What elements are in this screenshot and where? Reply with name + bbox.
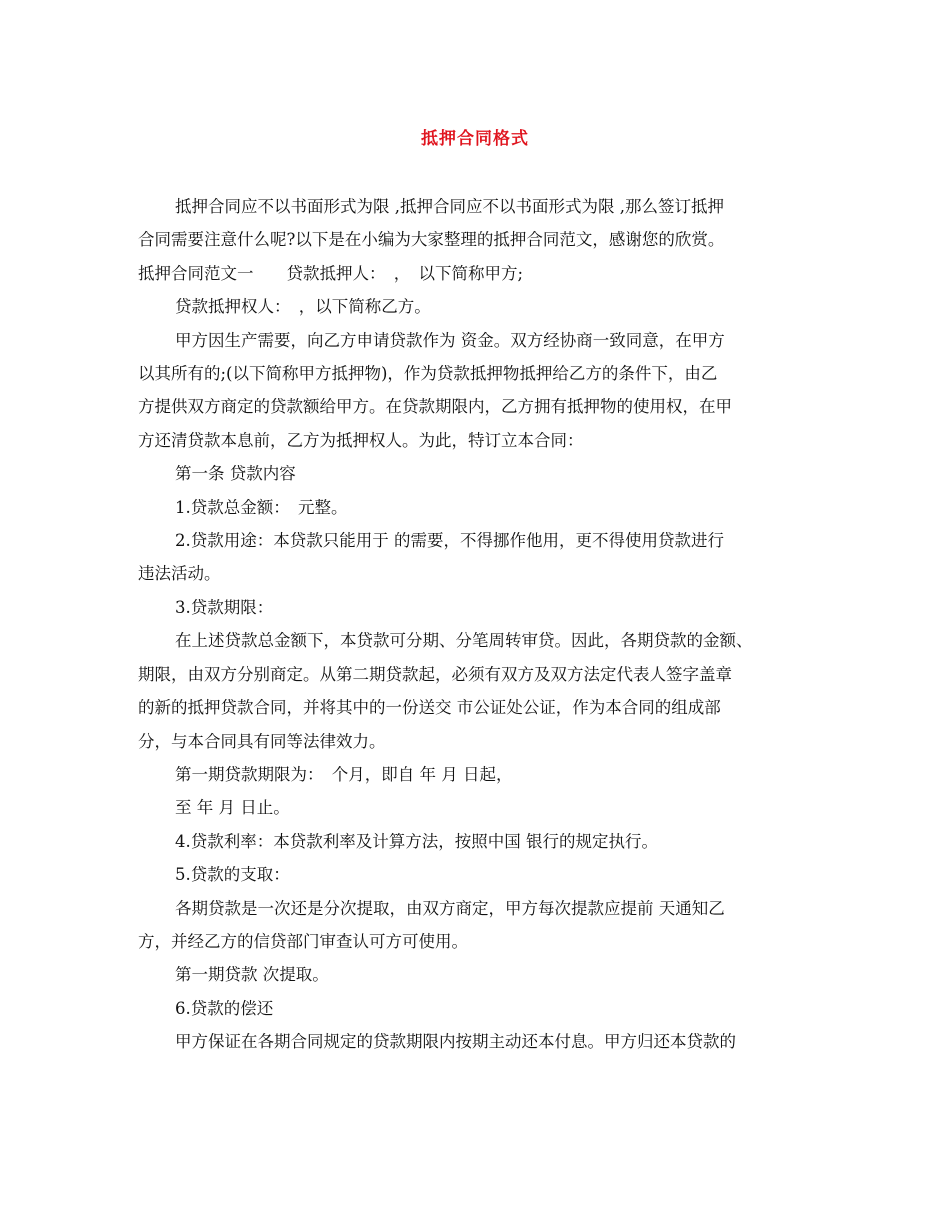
paragraph <box>138 758 818 791</box>
paragraph-line: 期限，由双方分别商定。从第二期贷款起，必须有双方及双方法定代表人签字盖章 <box>138 664 732 684</box>
paragraph-line: 2.贷款用途：本贷款只能用于 的需要，不得挪作他用，更不得使用贷款进行 <box>175 531 724 551</box>
paragraph-line: 方还清贷款本息前，乙方为抵押权人。为此，特订立本合同： <box>138 430 584 450</box>
paragraph <box>138 892 818 959</box>
paragraph-line: 第一期贷款期限为： 个月，即自 年 月 日起， <box>175 764 513 784</box>
paragraph <box>138 958 818 991</box>
paragraph-line: 5.贷款的支取： <box>175 865 290 885</box>
paragraph <box>138 624 818 758</box>
paragraph-line: 抵押合同应不以书面形式为限 ,抵押合同应不以书面形式为限 ,那么签订抵押 <box>175 197 724 216</box>
paragraph-line: 甲方保证在各期合同规定的贷款期限内按期主动还本付息。甲方归还本贷款的 <box>175 1032 736 1052</box>
document-title: 抵押合同格式 <box>421 129 529 149</box>
paragraph <box>138 491 818 524</box>
paragraph <box>138 190 818 257</box>
paragraph-line: 的新的抵押贷款合同，并将其中的一份送交 市公证处公证，作为本合同的组成部 <box>138 698 721 718</box>
paragraph-line: 方，并经乙方的信贷部门审查认可方可使用。 <box>138 931 468 951</box>
paragraph-line: 6.贷款的偿还 <box>175 998 274 1018</box>
paragraph-line: 3.贷款期限： <box>175 597 274 617</box>
paragraph <box>138 324 818 458</box>
paragraph-line: 至 年 月 日止。 <box>175 798 290 818</box>
paragraph-line: 贷款抵押权人： ，以下简称乙方。 <box>175 297 431 317</box>
paragraph-line: 在上述贷款总金额下，本贷款可分期、分笔周转审贷。因此，各期贷款的金额、 <box>175 631 753 651</box>
paragraph-line: 方提供双方商定的贷款额给甲方。在贷款期限内，乙方拥有抵押物的使用权，在甲 <box>138 397 732 417</box>
paragraph <box>138 457 818 490</box>
paragraph <box>138 591 818 624</box>
paragraph-line: 4.贷款利率：本贷款利率及计算方法，按照中国 银行的规定执行。 <box>175 831 658 851</box>
paragraph-line: 合同需要注意什么呢?以下是在小编为大家整理的抵押合同范文，感谢您的欣赏。 <box>138 230 725 250</box>
paragraph-line: 第一期贷款 次提取。 <box>175 965 329 985</box>
document-body <box>138 190 818 1059</box>
paragraph-line: 违法活动。 <box>138 564 221 584</box>
paragraph-line: 甲方因生产需要，向乙方申请贷款作为 资金。双方经协商一致同意，在甲方 <box>175 330 725 350</box>
paragraph <box>138 1025 818 1058</box>
paragraph <box>138 992 818 1025</box>
paragraph <box>138 791 818 824</box>
paragraph-line: 分，与本合同具有同等法律效力。 <box>138 731 386 751</box>
paragraph-line: 1.贷款总金额： 元整。 <box>175 497 348 517</box>
paragraph-line: 以其所有的;(以下简称甲方抵押物)，作为贷款抵押物抵押给乙方的条件下，由乙 <box>138 364 718 384</box>
paragraph <box>138 858 818 891</box>
paragraph <box>138 825 818 858</box>
paragraph <box>138 290 818 323</box>
paragraph <box>138 524 818 591</box>
paragraph-line: 第一条 贷款内容 <box>175 464 296 484</box>
paragraph <box>138 257 818 290</box>
paragraph-line: 各期贷款是一次还是分次提取，由双方商定，甲方每次提款应提前 天通知乙 <box>175 898 725 918</box>
paragraph-line: 抵押合同范文一 贷款抵押人： ， 以下简称甲方; <box>138 263 524 283</box>
